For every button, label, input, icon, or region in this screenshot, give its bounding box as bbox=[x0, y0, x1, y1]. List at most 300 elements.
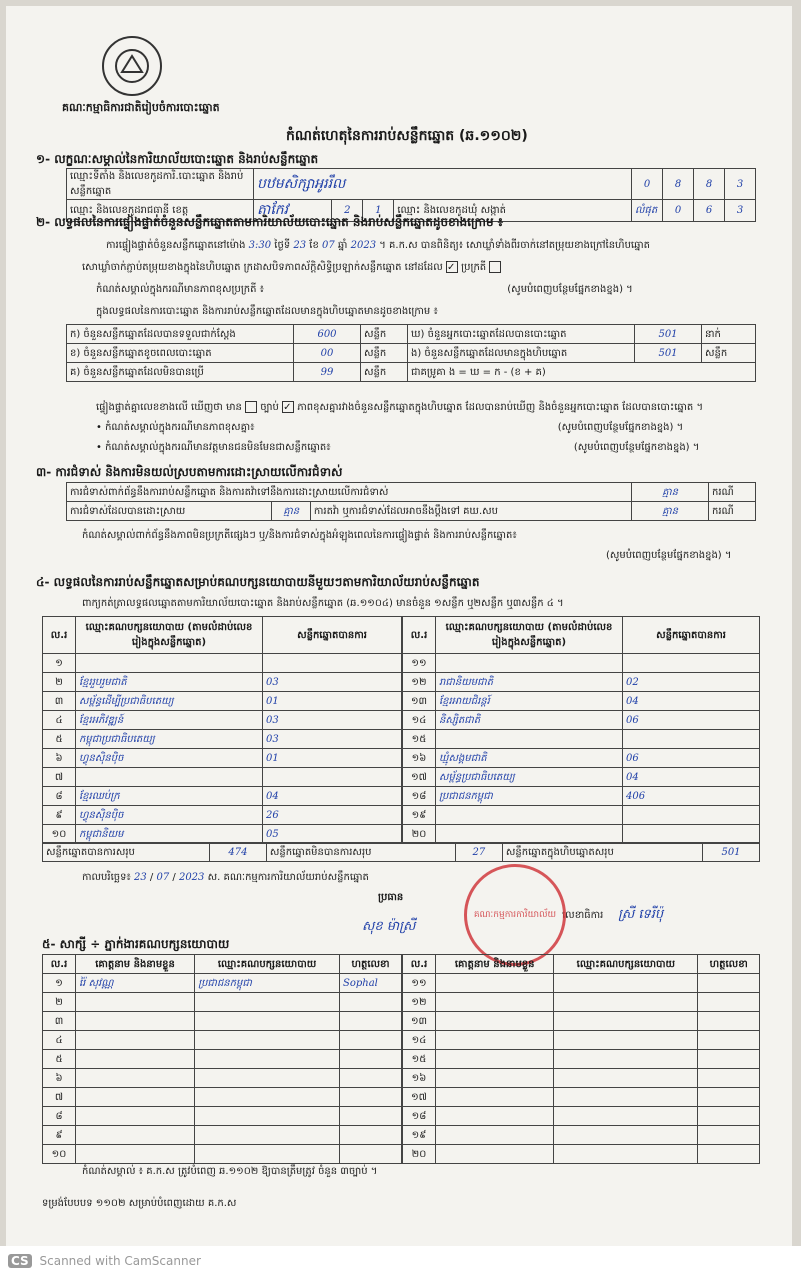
s5-right-cell bbox=[436, 993, 554, 1012]
s5-left-no: ៤ bbox=[43, 1031, 76, 1050]
s4-right-no: ១១ bbox=[403, 654, 436, 673]
s4-sum-invalid-label: សន្លឹកឆ្នោតមិនបានការសរុប bbox=[266, 843, 455, 862]
table-row bbox=[43, 1126, 402, 1145]
table-row bbox=[403, 974, 760, 993]
s4-sum-box: 501 bbox=[703, 843, 760, 862]
nec-logo-icon bbox=[102, 36, 162, 96]
table-row bbox=[403, 787, 760, 806]
s4-right-votes bbox=[623, 806, 760, 825]
s5-right-no: ១៧ bbox=[403, 1088, 436, 1107]
s5-left-no: ១ bbox=[43, 974, 76, 993]
s2-g-label: គ) ចំនួនសន្លឹកឆ្នោតដែលមិនបានប្រើ bbox=[67, 363, 294, 382]
s5-left-party bbox=[195, 1145, 340, 1164]
s4-right-votes: 04 bbox=[623, 768, 760, 787]
table-row bbox=[43, 768, 402, 787]
s4-left-votes: 05 bbox=[263, 825, 402, 844]
s4-chair-name: សុខ ម៉ាស្រី bbox=[362, 919, 416, 934]
s4-left-party: ខ្មែររួបរួមជាតិ bbox=[76, 673, 263, 692]
s5-left-sign bbox=[340, 993, 402, 1012]
table-row bbox=[403, 654, 760, 673]
s2-k-unit: សន្លឹក bbox=[361, 325, 408, 344]
s4-right-no: ១៩ bbox=[403, 806, 436, 825]
s4-right-no: ១៧ bbox=[403, 768, 436, 787]
stamp-text: គណៈកម្មការការិយាល័យ bbox=[473, 909, 557, 920]
s3-note: កំណត់សម្គាល់ពាក់ព័ន្ធនឹងភាពមិនប្រក្រតីផ្សេងៗ ឬ/និងការជំទាស់ក្នុងអំឡុងពេលនៃការផ្ទៀងផ្ទាត់ និងការរាប់សន្លឹកឆ្នោត៖ bbox=[82, 530, 517, 541]
s2-ng-label: ង) ចំនួនសន្លឹកឆ្នោតដែលមានក្នុងហិបឆ្នោត bbox=[408, 344, 635, 363]
s4-right-party: ឃ្មុំសង្គមជាតិ bbox=[436, 749, 623, 768]
s5-right-cell bbox=[554, 1126, 698, 1145]
s4-date-tail: ស. គណៈកម្មការការិយាល័យរាប់សន្លឹកឆ្នោត bbox=[207, 872, 369, 883]
s5-left-name bbox=[76, 1088, 195, 1107]
s5-left-sign bbox=[340, 1069, 402, 1088]
s5-left-sign bbox=[340, 1031, 402, 1050]
s4-left-party: ខ្មែរអភិវឌ្ឍន៍ bbox=[76, 711, 263, 730]
s5-right-cell bbox=[698, 974, 760, 993]
section3-title: ៣- ការជំទាស់ និងការមិនយល់ស្របតាមការដោះស្រាយលើការជំទាស់ bbox=[36, 465, 343, 479]
s4-left-party bbox=[76, 768, 263, 787]
s2-gh-unit: នាក់ bbox=[702, 325, 756, 344]
s2-g-unit: សន្លឹក bbox=[361, 363, 408, 382]
scanner-footer bbox=[0, 1246, 801, 1280]
s2-kh-value: 00 bbox=[294, 344, 361, 363]
s2-line4-label: ផ្ទៀងផ្ទាត់គ្នាលេខខាងលើ ឃើញថា មាន bbox=[96, 402, 242, 413]
s4-left-votes: 26 bbox=[263, 806, 402, 825]
s2-time: 3:30 bbox=[248, 240, 272, 251]
s3-row2-label: ការជំទាស់ដែលបានដោះស្រាយ bbox=[67, 502, 272, 521]
s2-line2-text: សោឃ្លាំចាក់ភ្ជាប់តម្រុយខាងក្នុងនៃហិបឆ្នោត ក្រដាសបិទភាពស័ក្តិសិទ្ធិប្រឡាក់សន្លឹកឆ្នោត នៅដដែល bbox=[82, 262, 443, 273]
s1-commune-label: ឈ្មោះ និងលេខកូដឃុំ សង្កាត់ bbox=[394, 200, 632, 222]
s4-right-votes: 06 bbox=[623, 749, 760, 768]
s4-left-party: ហ្វុនស៊ិនប៉ិច bbox=[76, 749, 263, 768]
s5-right-no: ១៨ bbox=[403, 1107, 436, 1126]
s4-right-votes: 02 bbox=[623, 673, 760, 692]
s4-left-votes: 04 bbox=[263, 787, 402, 806]
s5-left-name bbox=[76, 993, 195, 1012]
s2-line4-c: ភាពខុសគ្នារវាងចំនួនសន្លឹកឆ្នោតក្នុងហិបឆ្នោត ដែលបានរាប់ឃើញ និងចំនួនអ្នកបោះឆ្នោត ដែលបានបោះឆ្នោត ។ bbox=[297, 402, 704, 413]
table-row bbox=[43, 749, 402, 768]
s3-row2-value: គ្មាន bbox=[272, 502, 310, 521]
s2-bullet2-label: • កំណត់សម្គាល់ក្នុងករណីមានវត្តមានជនមិនមែនជាសន្លឹកឆ្នោត៖ bbox=[96, 442, 331, 453]
s4-date-label: កាលបរិច្ឆេទ៖ bbox=[82, 872, 131, 883]
s5-col-party-r: ឈ្មោះគណបក្សនយោបាយ bbox=[554, 955, 698, 974]
table-row bbox=[43, 711, 402, 730]
table-row bbox=[43, 1031, 402, 1050]
s5-right-cell bbox=[554, 993, 698, 1012]
s3-row1-case: ករណី bbox=[709, 483, 756, 502]
s5-left-name: រ៉ៃ សុវណ្ណ bbox=[76, 974, 195, 993]
s2-formula: ជាគម្រូគា ង = ឃ = ក - (ខ + គ) bbox=[408, 363, 756, 382]
s4-left-no: ៣ bbox=[43, 692, 76, 711]
s5-right-cell bbox=[698, 1088, 760, 1107]
table-row bbox=[43, 654, 402, 673]
s4-left-votes: 03 bbox=[263, 673, 402, 692]
s5-right-cell bbox=[698, 1145, 760, 1164]
table-row bbox=[403, 1145, 760, 1164]
s2-ng-value: 501 bbox=[635, 344, 702, 363]
s4-left-no: ៥ bbox=[43, 730, 76, 749]
s1-province: តាកែវ bbox=[254, 200, 332, 222]
s5-right-no: ១៩ bbox=[403, 1126, 436, 1145]
table-row bbox=[403, 730, 760, 749]
s5-left-no: ៨ bbox=[43, 1107, 76, 1126]
s4-sum-invalid: 27 bbox=[455, 843, 502, 862]
s2-kh-label: ខ) ចំនួនសន្លឹកឆ្នោតខូចពេលបោះឆ្នោត bbox=[67, 344, 294, 363]
table-row bbox=[403, 1069, 760, 1088]
s4-right-votes: 06 bbox=[623, 711, 760, 730]
s5-right-cell bbox=[436, 1145, 554, 1164]
s5-left-no: ៦ bbox=[43, 1069, 76, 1088]
s5-left-sign bbox=[340, 1088, 402, 1107]
s2-year-label: ឆ្នាំ bbox=[337, 240, 348, 251]
checkbox-hasnot[interactable]: ✓ bbox=[282, 401, 294, 413]
s4-left-no: ៦ bbox=[43, 749, 76, 768]
table-row bbox=[403, 993, 760, 1012]
s4-col-party-r: ឈ្មោះគណបក្សនយោបាយ (តាមលំដាប់លេខរៀងក្នុងសន្លឹកឆ្នោត) bbox=[436, 617, 623, 654]
s4-date-line: កាលបរិច្ឆេទ៖ 23 / 07 / 2023 ស. គណៈកម្មការការិយាល័យរាប់សន្លឹកឆ្នោត bbox=[82, 872, 369, 883]
s2-ng-unit: សន្លឹក bbox=[702, 344, 756, 363]
s5-left-party bbox=[195, 1031, 340, 1050]
table-row bbox=[43, 1069, 402, 1088]
s3-row2-mid: ការតវ៉ា ឬការជំទាស់ដែលអាចនឹងប្តឹងទៅ គឃ.សប bbox=[310, 502, 631, 521]
s2-gh-value: 501 bbox=[635, 325, 702, 344]
s5-left-name bbox=[76, 1031, 195, 1050]
s5-left-party bbox=[195, 1069, 340, 1088]
s2-note1 bbox=[96, 282, 633, 297]
table-row bbox=[43, 806, 402, 825]
s5-right-cell bbox=[554, 1145, 698, 1164]
s5-right-no: ១៥ bbox=[403, 1050, 436, 1069]
s5-right-no: ១២ bbox=[403, 993, 436, 1012]
s5-right-cell bbox=[554, 1107, 698, 1126]
s2-note1-label: កំណត់សម្គាល់ក្នុងករណីមានភាពខុសប្រក្រតី ៖ bbox=[96, 284, 265, 295]
s5-right-cell bbox=[554, 974, 698, 993]
section2-counts-table bbox=[66, 324, 756, 382]
s5-right-cell bbox=[698, 1050, 760, 1069]
s4-secretary-label: លេខាធិការ bbox=[562, 910, 604, 921]
s4-left-party: កម្ពុជានិយម bbox=[76, 825, 263, 844]
s5-left-sign bbox=[340, 1012, 402, 1031]
s2-bullet1-label: • កំណត់សម្គាល់ក្នុងករណីមានភាពខុសគ្នា៖ bbox=[96, 422, 255, 433]
s4-right-no: ១៦ bbox=[403, 749, 436, 768]
s1-code-2: 8 bbox=[663, 169, 694, 200]
s5-left-party bbox=[195, 1126, 340, 1145]
s5-left-sign bbox=[340, 1107, 402, 1126]
s4-right-no: ១៣ bbox=[403, 692, 436, 711]
s3-row2-case: ករណី bbox=[709, 502, 756, 521]
table-row bbox=[403, 825, 760, 844]
page-title: កំណត់ហេតុនៃការរាប់សន្លឹកឆ្នោត (ឆ.១១០២) bbox=[286, 128, 528, 144]
s5-left-name bbox=[76, 1012, 195, 1031]
s5-col-no: ល.រ bbox=[43, 955, 76, 974]
camscanner-badge: CS bbox=[8, 1254, 32, 1268]
s5-left-party bbox=[195, 1050, 340, 1069]
s1-com-code-1: 0 bbox=[663, 200, 694, 222]
official-stamp bbox=[464, 864, 566, 966]
s4-left-votes: 03 bbox=[263, 711, 402, 730]
s4-right-votes bbox=[623, 730, 760, 749]
s5-right-no: ២០ bbox=[403, 1145, 436, 1164]
s5-left-name bbox=[76, 1126, 195, 1145]
table-row bbox=[403, 768, 760, 787]
s4-left-no: ៨ bbox=[43, 787, 76, 806]
s5-witness-right bbox=[402, 954, 760, 1164]
s5-right-cell bbox=[436, 1126, 554, 1145]
checkbox-abnormal[interactable] bbox=[489, 261, 501, 273]
s4-right-party bbox=[436, 654, 623, 673]
s5-left-no: ៥ bbox=[43, 1050, 76, 1069]
s4-chair-label: ប្រធាន bbox=[378, 892, 404, 903]
s5-right-no: ១៦ bbox=[403, 1069, 436, 1088]
s4-intro: ពាក្យកត់ត្រាលទ្ធផលឆ្នោតតាមការិយាល័យបោះឆ្នោត និងរាប់សន្លឹកឆ្នោត (ឆ.១១០៤) មានចំនួន ១សន្លឹក ឬ២សន្លឹក ឬ៣សន្លឹក ៤ ។ bbox=[82, 598, 564, 609]
s5-col-no-r: ល.រ bbox=[403, 955, 436, 974]
s2-gh-label: ឃ) ចំនួនអ្នកបោះឆ្នោតដែលបានបោះឆ្នោត bbox=[408, 325, 635, 344]
s4-right-no: ១៤ bbox=[403, 711, 436, 730]
table-row bbox=[403, 1088, 760, 1107]
s1-prov-code-1: 2 bbox=[332, 200, 363, 222]
s5-left-no: ៩ bbox=[43, 1126, 76, 1145]
s4-left-party: កម្ពុជាប្រជាធិបតេយ្យ bbox=[76, 730, 263, 749]
s4-date-d: 23 bbox=[134, 872, 147, 883]
s5-right-cell bbox=[436, 974, 554, 993]
camscanner-text: Scanned with CamScanner bbox=[39, 1254, 201, 1268]
s4-left-party: ហ្វុនស៊ិនប៉ិច bbox=[76, 806, 263, 825]
s4-totals bbox=[42, 842, 760, 862]
s4-right-votes: 04 bbox=[623, 692, 760, 711]
table-row bbox=[403, 806, 760, 825]
s5-left-party bbox=[195, 993, 340, 1012]
s4-left-party bbox=[76, 654, 263, 673]
s5-left-party: ប្រជាជនកម្ពុជា bbox=[195, 974, 340, 993]
s4-left-votes bbox=[263, 768, 402, 787]
s5-right-cell bbox=[698, 1107, 760, 1126]
org-name: គណៈកម្មាធិការជាតិរៀបចំការបោះឆ្នោត bbox=[62, 101, 220, 114]
s2-opt-yes: ប្រក្រតី bbox=[461, 262, 487, 273]
s3-note-fill: (សូមបំពេញបន្ថែមផ្នែកខាងខ្នង) ។ bbox=[606, 550, 732, 561]
s5-left-party bbox=[195, 1107, 340, 1126]
s2-note1-fill: (សូមបំពេញបន្ថែមផ្នែកខាងខ្នង) ។ bbox=[507, 284, 633, 295]
s4-right-votes bbox=[623, 654, 760, 673]
s5-right-no: ១៣ bbox=[403, 1012, 436, 1031]
s2-bullet2 bbox=[96, 440, 699, 455]
s5-col-name-r: គោត្តនាម និងនាមខ្លួន bbox=[436, 955, 554, 974]
s3-row2-value2: គ្មាន bbox=[632, 502, 709, 521]
s5-col-party: ឈ្មោះគណបក្សនយោបាយ bbox=[195, 955, 340, 974]
s4-left-no: ៩ bbox=[43, 806, 76, 825]
s2-line2 bbox=[82, 260, 501, 275]
document-sheet bbox=[6, 6, 792, 1246]
s4-right-party bbox=[436, 730, 623, 749]
table-row bbox=[43, 1107, 402, 1126]
s5-left-name bbox=[76, 1050, 195, 1069]
s4-left-votes: 01 bbox=[263, 749, 402, 768]
s4-date-m: 07 bbox=[156, 872, 170, 883]
s5-left-sign bbox=[340, 1050, 402, 1069]
s1-com-code-3: 3 bbox=[725, 200, 756, 222]
s4-right-party: ប្រជាជនកម្ពុជា bbox=[436, 787, 623, 806]
s4-date-y: 2023 bbox=[178, 872, 205, 883]
s4-right-no: ២០ bbox=[403, 825, 436, 844]
s5-left-party bbox=[195, 1088, 340, 1107]
table-row bbox=[43, 993, 402, 1012]
s5-right-cell bbox=[436, 1107, 554, 1126]
s5-col-sign: ហត្ថលេខា bbox=[340, 955, 402, 974]
table-row bbox=[43, 1050, 402, 1069]
s4-right-party bbox=[436, 806, 623, 825]
table-row bbox=[403, 1126, 760, 1145]
s4-right-no: ១៥ bbox=[403, 730, 436, 749]
s5-right-cell bbox=[554, 1050, 698, 1069]
s4-left-votes: 03 bbox=[263, 730, 402, 749]
s4-left-party: សម្ព័ន្ធដើម្បីប្រជាធិបតេយ្យ bbox=[76, 692, 263, 711]
s5-right-cell bbox=[554, 1012, 698, 1031]
s5-right-cell bbox=[698, 1012, 760, 1031]
s4-left-no: ៧ bbox=[43, 768, 76, 787]
table-row bbox=[403, 1012, 760, 1031]
s4-left-votes: 01 bbox=[263, 692, 402, 711]
s4-col-votes: សន្លឹកឆ្នោតបានការ bbox=[263, 617, 402, 654]
s1-row2-label: ឈ្មោះ និងលេខកូដរាជធានី ខេត្ត bbox=[67, 200, 254, 222]
table-row bbox=[403, 749, 760, 768]
s3-row1-value: គ្មាន bbox=[632, 483, 709, 502]
s2-k-label: ក) ចំនួនសន្លឹកឆ្នោតដែលបានទទួលជាក់ស្តែង bbox=[67, 325, 294, 344]
table-row bbox=[43, 692, 402, 711]
table-row bbox=[43, 825, 402, 844]
s4-left-no: ១ bbox=[43, 654, 76, 673]
s2-bullet1 bbox=[96, 420, 683, 435]
s4-right-party: សម្ព័ន្ធប្រជាធិបតេយ្យ bbox=[436, 768, 623, 787]
s4-left-no: ៤ bbox=[43, 711, 76, 730]
s4-right-party: ខ្មែរអាយជិរន្តរ៍ bbox=[436, 692, 623, 711]
s5-right-no: ១១ bbox=[403, 974, 436, 993]
s4-col-no-r: ល.រ bbox=[403, 617, 436, 654]
s5-left-name bbox=[76, 1145, 195, 1164]
s4-left-no: ២ bbox=[43, 673, 76, 692]
s1-code-4: 3 bbox=[725, 169, 756, 200]
s5-left-sign: Sophal bbox=[340, 974, 402, 993]
s1-row1-label: ឈ្មោះទីតាំង និងលេខកូដការិ.បោះឆ្នោត និងរាប់សន្លឹកឆ្នោត bbox=[67, 169, 254, 200]
s4-col-votes-r: សន្លឹកឆ្នោតបានការ bbox=[623, 617, 760, 654]
table-row bbox=[403, 1031, 760, 1050]
table-row bbox=[43, 1012, 402, 1031]
s1-row1-value: បឋមសិក្សាអូររឹល bbox=[254, 169, 632, 200]
s5-right-cell bbox=[554, 1088, 698, 1107]
section2-title: ២- លទ្ធផលនៃការផ្ទៀងផ្ទាត់ចំនួនសន្លឹកឆ្នោតតាមការិយាល័យបោះឆ្នោត និងរាប់សន្លឹកឆ្នោតដូចខាងក្រោម ៖ bbox=[36, 215, 504, 229]
table-row bbox=[43, 1145, 402, 1164]
s2-month-label: ខែ bbox=[309, 240, 319, 251]
s5-right-cell bbox=[554, 1031, 698, 1050]
checkbox-has[interactable] bbox=[245, 401, 257, 413]
table-row bbox=[43, 673, 402, 692]
table-row bbox=[403, 711, 760, 730]
camscanner-watermark bbox=[8, 1254, 201, 1268]
s5-right-cell bbox=[436, 1088, 554, 1107]
s5-left-sign bbox=[340, 1145, 402, 1164]
s5-left-name bbox=[76, 1107, 195, 1126]
s2-line4 bbox=[96, 400, 703, 415]
s4-sum-box-label: សន្លឹកឆ្នោតក្នុងហិបឆ្នោតសរុប bbox=[502, 843, 702, 862]
s2-bullet1-fill: (សូមបំពេញបន្ថែមផ្នែកខាងខ្នង) ។ bbox=[557, 422, 684, 433]
s2-bullet2-fill: (សូមបំពេញបន្ថែមផ្នែកខាងខ្នង) ។ bbox=[573, 442, 700, 453]
s2-line1 bbox=[106, 238, 650, 253]
s1-com-code-2: 6 bbox=[694, 200, 725, 222]
s5-col-name: គោត្តនាម និងនាមខ្លួន bbox=[76, 955, 195, 974]
s2-line4-b: ច្បាប់ bbox=[260, 402, 279, 413]
s2-line3: ក្នុងលទ្ធផលនៃការបោះឆ្នោត និងការរាប់សន្លឹកឆ្នោតដែលមានក្នុងហិបឆ្នោតមានដូចខាងក្រោម ៖ bbox=[96, 306, 438, 317]
s5-left-name bbox=[76, 1069, 195, 1088]
s2-k-value: 600 bbox=[294, 325, 361, 344]
s2-day-label: ថ្ងៃទី bbox=[274, 240, 291, 251]
s5-note: កំណត់សម្គាល់ ៖ គ.ក.ស ត្រូវបំពេញ ឆ.១១០២ ឱ្យបានត្រឹមត្រូវ ចំនួន ៣ច្បាប់ ។ bbox=[82, 1166, 378, 1177]
s2-kh-unit: សន្លឹក bbox=[361, 344, 408, 363]
s4-secretary-name: ស្រី ទេរីប៉ុ bbox=[618, 907, 664, 922]
s5-right-cell bbox=[698, 1031, 760, 1050]
s5-left-no: ៣ bbox=[43, 1012, 76, 1031]
s5-right-cell bbox=[698, 1069, 760, 1088]
s5-left-sign bbox=[340, 1126, 402, 1145]
table-row bbox=[43, 787, 402, 806]
s4-sum-valid-label: សន្លឹកឆ្នោតបានការសរុប bbox=[43, 843, 210, 862]
s1-commune: លំផុត bbox=[632, 200, 663, 222]
s4-results-left bbox=[42, 616, 402, 844]
section5-title: ៥- សាក្សី ÷ ភ្នាក់ងារគណបក្សនយោបាយ bbox=[42, 937, 230, 951]
table-row bbox=[43, 974, 402, 993]
s2-year: 2023 bbox=[350, 240, 377, 251]
s4-left-party: ខ្មែរឈប់ក្រ bbox=[76, 787, 263, 806]
s4-right-party: រាជានិយមជាតិ bbox=[436, 673, 623, 692]
s4-right-no: ១២ bbox=[403, 673, 436, 692]
s4-right-votes: 406 bbox=[623, 787, 760, 806]
s4-right-no: ១៨ bbox=[403, 787, 436, 806]
s4-right-votes bbox=[623, 825, 760, 844]
s2-day: 23 bbox=[293, 240, 307, 251]
s5-right-no: ១៤ bbox=[403, 1031, 436, 1050]
s1-code-3: 8 bbox=[694, 169, 725, 200]
s2-line1-tail: ។ គ.ក.ស បានពិនិត្យ៖ សោឃ្លាំទាំងពីរចាក់នៅតម្រុយខាងក្រៅនៃហិបឆ្នោត bbox=[379, 240, 650, 251]
s5-right-cell bbox=[436, 1012, 554, 1031]
s4-sum-valid: 474 bbox=[209, 843, 266, 862]
s5-right-cell bbox=[698, 1126, 760, 1145]
table-row bbox=[403, 673, 760, 692]
s1-prov-code-2: 1 bbox=[363, 200, 394, 222]
s5-right-cell bbox=[436, 1069, 554, 1088]
s5-left-party bbox=[195, 1012, 340, 1031]
s4-col-no: ល.រ bbox=[43, 617, 76, 654]
table-row bbox=[403, 1107, 760, 1126]
s5-witness-left bbox=[42, 954, 402, 1164]
s1-code-1: 0 bbox=[632, 169, 663, 200]
table-row bbox=[43, 1088, 402, 1107]
checkbox-normal[interactable]: ✓ bbox=[446, 261, 458, 273]
s4-results-right bbox=[402, 616, 760, 844]
s2-line1-label: ការផ្ទៀងផ្ទាត់ចំនួនសន្លឹកឆ្នោតនៅម៉ោង bbox=[106, 240, 246, 251]
section4-title: ៤- លទ្ធផលនៃការរាប់សន្លឹកឆ្នោតសម្រាប់គណបក្សនយោបាយនីមួយៗតាមការិយាល័យរាប់សន្លឹកឆ្នោត bbox=[36, 575, 480, 589]
s5-right-cell bbox=[436, 1031, 554, 1050]
table-row bbox=[43, 730, 402, 749]
s5-right-cell bbox=[698, 993, 760, 1012]
s5-right-cell bbox=[554, 1069, 698, 1088]
s5-form-id: ទម្រង់បែបបទ ១១០២ សម្រាប់បំពេញដោយ គ.ក.ស bbox=[42, 1198, 237, 1209]
s2-g-value: 99 bbox=[294, 363, 361, 382]
s4-left-votes bbox=[263, 654, 402, 673]
s4-right-party bbox=[436, 825, 623, 844]
section3-table bbox=[66, 482, 756, 521]
table-row bbox=[403, 692, 760, 711]
s5-right-cell bbox=[436, 1050, 554, 1069]
s5-col-sign-r: ហត្ថលេខា bbox=[698, 955, 760, 974]
s3-row1-label: ការជំទាស់ពាក់ព័ន្ធនឹងការរាប់សន្លឹកឆ្នោត និងការតវ៉ាទៅនឹងការដោះស្រាយលើការជំទាស់ bbox=[67, 483, 632, 502]
s5-left-no: ១០ bbox=[43, 1145, 76, 1164]
s4-right-party: និស្សិតជាតិ bbox=[436, 711, 623, 730]
